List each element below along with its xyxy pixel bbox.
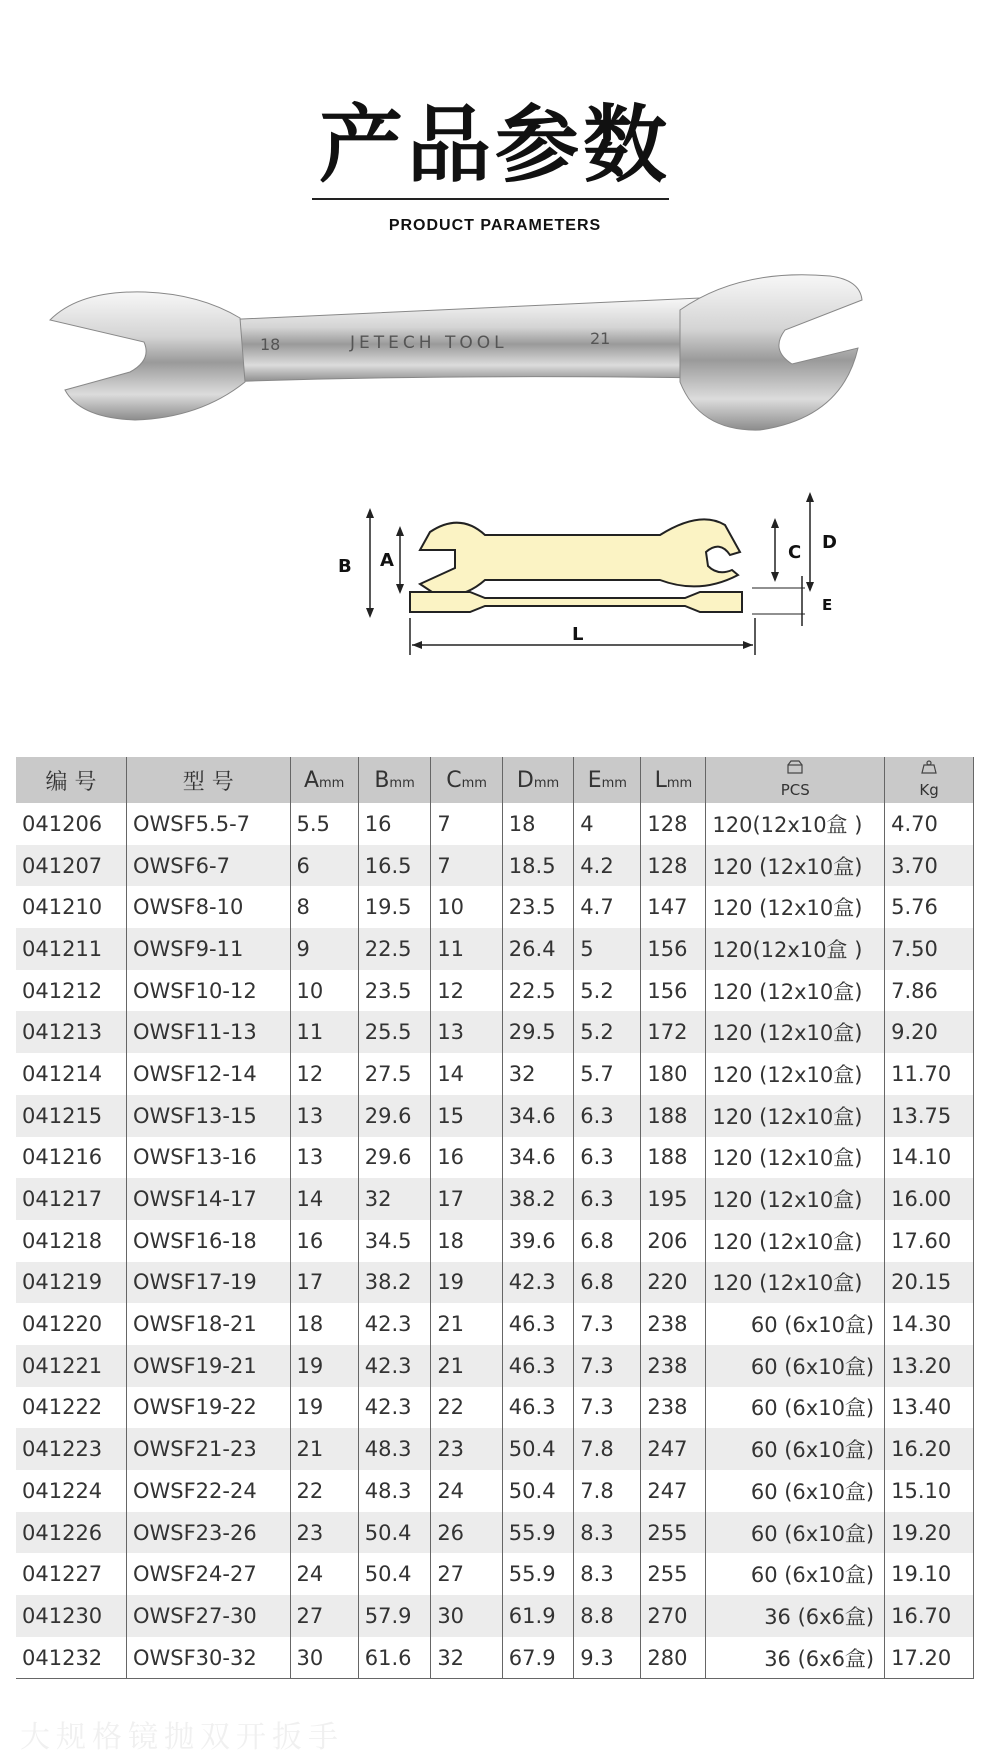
table-cell: 041223 (16, 1428, 126, 1470)
table-cell: 6.8 (574, 1262, 641, 1304)
table-cell: 041224 (16, 1470, 126, 1512)
table-cell: 206 (641, 1220, 706, 1262)
table-cell: 60 (6x10盒) (706, 1345, 885, 1387)
table-cell: 8.8 (574, 1595, 641, 1637)
table-cell: 270 (641, 1595, 706, 1637)
table-row (16, 1470, 974, 1512)
table-cell: 42.3 (358, 1345, 431, 1387)
table-cell: 15.10 (885, 1470, 974, 1512)
table-cell: 29.6 (358, 1095, 431, 1137)
table-cell: 5.76 (885, 886, 974, 928)
table-cell: 24 (431, 1470, 502, 1512)
table-cell: 188 (641, 1137, 706, 1179)
table-cell: 16 (431, 1137, 502, 1179)
table-cell: OWSF23-26 (126, 1512, 290, 1554)
box-icon (786, 760, 804, 774)
table-cell: 7 (431, 845, 502, 887)
table-cell: 3.70 (885, 845, 974, 887)
table-cell: 50.4 (502, 1470, 573, 1512)
table-cell: 147 (641, 886, 706, 928)
table-cell: 16.00 (885, 1178, 974, 1220)
table-cell: 041219 (16, 1262, 126, 1304)
table-cell: 6.3 (574, 1137, 641, 1179)
table-cell: 7.3 (574, 1345, 641, 1387)
table-cell: 128 (641, 845, 706, 887)
table-cell: 4.70 (885, 803, 974, 845)
table-cell: 14 (431, 1053, 502, 1095)
table-cell: 156 (641, 928, 706, 970)
table-cell: 247 (641, 1428, 706, 1470)
table-cell: 10 (290, 970, 358, 1012)
dimension-label-e: E (822, 596, 833, 614)
column-header-label: Kg (919, 780, 939, 799)
table-row (16, 1220, 974, 1262)
table-cell: 7.50 (885, 928, 974, 970)
table-cell: 7.3 (574, 1303, 641, 1345)
table-cell: 188 (641, 1095, 706, 1137)
table-cell: 238 (641, 1303, 706, 1345)
column-header-label: A (303, 767, 319, 793)
title-divider (312, 198, 669, 200)
table-cell: 19.20 (885, 1512, 974, 1554)
table-cell: 8.3 (574, 1512, 641, 1554)
table-cell: 4.2 (574, 845, 641, 887)
column-header-unit: mm (666, 775, 693, 791)
table-row (16, 1637, 974, 1679)
table-cell: 220 (641, 1262, 706, 1304)
table-cell: 120 (12x10盒) (706, 1095, 885, 1137)
dimension-label-a: A (380, 550, 394, 571)
table-cell: 36 (6x6盒) (706, 1595, 885, 1637)
table-row (16, 1595, 974, 1637)
table-cell: 12 (290, 1053, 358, 1095)
column-header-unit: mm (319, 775, 345, 791)
table-cell: 16.5 (358, 845, 431, 887)
column-header-unit: mm (601, 775, 627, 791)
table-cell: 041215 (16, 1095, 126, 1137)
dimension-label-b: B (338, 556, 352, 577)
table-cell: 23.5 (502, 886, 573, 928)
table-cell: OWSF17-19 (126, 1262, 290, 1304)
diagram-wrench-side (410, 592, 742, 612)
table-cell: 60 (6x10盒) (706, 1303, 885, 1345)
table-cell: 18.5 (502, 845, 573, 887)
table-cell: 11.70 (885, 1053, 974, 1095)
table-cell: 19.10 (885, 1553, 974, 1595)
table-cell: 13.20 (885, 1345, 974, 1387)
table-cell: 30 (290, 1637, 358, 1679)
table-cell: 041207 (16, 845, 126, 887)
table-cell: 5.2 (574, 1011, 641, 1053)
table-cell: 46.3 (502, 1303, 573, 1345)
engraving-brand: JETECH TOOL (350, 333, 508, 353)
page-subtitle: PRODUCT PARAMETERS (388, 217, 602, 234)
table-cell: 041227 (16, 1553, 126, 1595)
column-header (885, 757, 974, 803)
table-cell: 30 (431, 1595, 502, 1637)
table-cell: 14 (290, 1178, 358, 1220)
table-row (16, 1345, 974, 1387)
column-header-label: 型 号 (182, 769, 234, 795)
table-cell: 041230 (16, 1595, 126, 1637)
table-cell: 041210 (16, 886, 126, 928)
table-cell: 041222 (16, 1387, 126, 1429)
table-cell: 5.5 (290, 803, 358, 845)
table-cell: 19 (290, 1387, 358, 1429)
table-cell: 041211 (16, 928, 126, 970)
table-cell: 120 (12x10盒) (706, 1053, 885, 1095)
column-header (16, 757, 126, 803)
column-header-label: L (654, 767, 667, 793)
table-cell: 255 (641, 1553, 706, 1595)
table-cell: 32 (358, 1178, 431, 1220)
table-cell: 48.3 (358, 1428, 431, 1470)
table-cell: 17 (290, 1262, 358, 1304)
table-cell: 60 (6x10盒) (706, 1387, 885, 1429)
table-cell: OWSF14-17 (126, 1178, 290, 1220)
table-cell: 15 (431, 1095, 502, 1137)
table-cell: 67.9 (502, 1637, 573, 1679)
table-cell: 29.5 (502, 1011, 573, 1053)
column-header-label: D (516, 767, 534, 793)
table-cell: 46.3 (502, 1345, 573, 1387)
table-cell: 5 (574, 928, 641, 970)
table-cell: 041232 (16, 1637, 126, 1679)
table-row (16, 928, 974, 970)
weight-icon (920, 760, 938, 774)
spec-table (16, 757, 974, 1679)
table-cell: OWSF16-18 (126, 1220, 290, 1262)
table-cell: 18 (502, 803, 573, 845)
table-cell: 14.10 (885, 1137, 974, 1179)
table-cell: 120 (12x10盒) (706, 886, 885, 928)
table-row (16, 1095, 974, 1137)
table-cell: 55.9 (502, 1512, 573, 1554)
table-cell: 238 (641, 1345, 706, 1387)
table-cell: 50.4 (502, 1428, 573, 1470)
table-cell: 23 (290, 1512, 358, 1554)
table-cell: 34.6 (502, 1095, 573, 1137)
table-row (16, 886, 974, 928)
column-header-label: 编 号 (45, 769, 97, 795)
table-cell: 20.15 (885, 1262, 974, 1304)
table-cell: 5.7 (574, 1053, 641, 1095)
column-header (431, 757, 502, 803)
table-cell: 27 (290, 1595, 358, 1637)
dimension-diagram (338, 480, 940, 710)
table-cell: 50.4 (358, 1512, 431, 1554)
column-header-label: C (446, 767, 462, 793)
table-cell: 13.40 (885, 1387, 974, 1429)
table-cell: 34.5 (358, 1220, 431, 1262)
table-row (16, 1137, 974, 1179)
table-cell: 4.7 (574, 886, 641, 928)
table-cell: 13 (431, 1011, 502, 1053)
table-cell: 60 (6x10盒) (706, 1512, 885, 1554)
table-cell: OWSF5.5-7 (126, 803, 290, 845)
table-cell: 120 (12x10盒) (706, 970, 885, 1012)
table-cell: 120 (12x10盒) (706, 1262, 885, 1304)
table-cell: 6.3 (574, 1178, 641, 1220)
table-row (16, 845, 974, 887)
table-cell: 18 (290, 1303, 358, 1345)
table-cell: OWSF10-12 (126, 970, 290, 1012)
table-cell: 22.5 (358, 928, 431, 970)
table-row (16, 1053, 974, 1095)
table-cell: 041218 (16, 1220, 126, 1262)
table-cell: OWSF30-32 (126, 1637, 290, 1679)
engraving-left: 18 (260, 335, 281, 354)
table-cell: 50.4 (358, 1553, 431, 1595)
column-header-label: E (587, 767, 602, 793)
table-cell: OWSF11-13 (126, 1011, 290, 1053)
table-cell: 13 (290, 1137, 358, 1179)
table-row (16, 1512, 974, 1554)
table-cell: OWSF6-7 (126, 845, 290, 887)
table-cell: 13.75 (885, 1095, 974, 1137)
table-cell: 61.6 (358, 1637, 431, 1679)
table-cell: 38.2 (358, 1262, 431, 1304)
column-header (290, 757, 358, 803)
table-cell: 21 (290, 1428, 358, 1470)
table-cell: 26.4 (502, 928, 573, 970)
table-cell: 128 (641, 803, 706, 845)
table-cell: 22 (431, 1387, 502, 1429)
table-cell: 19 (431, 1262, 502, 1304)
table-cell: 255 (641, 1512, 706, 1554)
table-cell: 11 (431, 928, 502, 970)
table-cell: 61.9 (502, 1595, 573, 1637)
table-cell: OWSF27-30 (126, 1595, 290, 1637)
dimension-label-c: C (788, 542, 802, 563)
table-cell: 6.8 (574, 1220, 641, 1262)
table-cell: 46.3 (502, 1387, 573, 1429)
column-header-label: PCS (780, 780, 810, 799)
table-cell: 60 (6x10盒) (706, 1428, 885, 1470)
table-cell: 120 (12x10盒) (706, 845, 885, 887)
table-cell: 19.5 (358, 886, 431, 928)
table-cell: 9.3 (574, 1637, 641, 1679)
table-row (16, 1011, 974, 1053)
wrench-photo (40, 270, 950, 450)
table-cell: OWSF19-21 (126, 1345, 290, 1387)
page-title: 产品参数 (318, 96, 671, 194)
table-cell: 156 (641, 970, 706, 1012)
table-cell: 120 (12x10盒) (706, 1011, 885, 1053)
table-cell: 120 (12x10盒) (706, 1220, 885, 1262)
table-cell: 11 (290, 1011, 358, 1053)
table-cell: 041217 (16, 1178, 126, 1220)
table-cell: 18 (431, 1220, 502, 1262)
table-cell: 195 (641, 1178, 706, 1220)
table-cell: 22 (290, 1470, 358, 1512)
table-cell: 238 (641, 1387, 706, 1429)
table-cell: 10 (431, 886, 502, 928)
table-cell: 8.3 (574, 1553, 641, 1595)
table-cell: 42.3 (358, 1387, 431, 1429)
table-cell: 041212 (16, 970, 126, 1012)
table-cell: 17.20 (885, 1637, 974, 1679)
table-cell: 8 (290, 886, 358, 928)
column-header (358, 757, 431, 803)
table-row (16, 970, 974, 1012)
table-cell: 041221 (16, 1345, 126, 1387)
table-cell: 16 (358, 803, 431, 845)
table-cell: OWSF9-11 (126, 928, 290, 970)
table-cell: 172 (641, 1011, 706, 1053)
table-cell: 17 (431, 1178, 502, 1220)
table-cell: OWSF13-15 (126, 1095, 290, 1137)
table-cell: OWSF21-23 (126, 1428, 290, 1470)
table-cell: 60 (6x10盒) (706, 1553, 885, 1595)
table-cell: 7.8 (574, 1470, 641, 1512)
table-cell: 180 (641, 1053, 706, 1095)
table-cell: 36 (6x6盒) (706, 1637, 885, 1679)
table-cell: 247 (641, 1470, 706, 1512)
table-cell: 39.6 (502, 1220, 573, 1262)
table-cell: 120 (12x10盒) (706, 1178, 885, 1220)
table-header-row (16, 757, 974, 803)
table-cell: OWSF22-24 (126, 1470, 290, 1512)
table-cell: 12 (431, 970, 502, 1012)
table-row (16, 803, 974, 845)
dimension-label-d: D (822, 532, 837, 553)
table-cell: 041213 (16, 1011, 126, 1053)
table-cell: 42.3 (358, 1303, 431, 1345)
engraving-right: 21 (590, 329, 611, 348)
table-cell: 16.20 (885, 1428, 974, 1470)
table-cell: 32 (502, 1053, 573, 1095)
column-header (126, 757, 290, 803)
column-header-unit: mm (389, 775, 415, 791)
table-cell: 38.2 (502, 1178, 573, 1220)
table-row (16, 1178, 974, 1220)
table-cell: 7.3 (574, 1387, 641, 1429)
table-cell: 6.3 (574, 1095, 641, 1137)
table-cell: 22.5 (502, 970, 573, 1012)
table-row (16, 1303, 974, 1345)
table-cell: 9.20 (885, 1011, 974, 1053)
table-cell: 19 (290, 1345, 358, 1387)
table-cell: 55.9 (502, 1553, 573, 1595)
table-cell: 120(12x10盒 ) (706, 928, 885, 970)
column-header (502, 757, 573, 803)
table-cell: 16 (290, 1220, 358, 1262)
table-cell: 21 (431, 1345, 502, 1387)
table-cell: 21 (431, 1303, 502, 1345)
table-cell: 14.30 (885, 1303, 974, 1345)
table-cell: OWSF18-21 (126, 1303, 290, 1345)
table-cell: 60 (6x10盒) (706, 1470, 885, 1512)
table-cell: 041216 (16, 1137, 126, 1179)
table-cell: 16.70 (885, 1595, 974, 1637)
table-row (16, 1428, 974, 1470)
table-cell: 041226 (16, 1512, 126, 1554)
table-cell: 13 (290, 1095, 358, 1137)
table-cell: 9 (290, 928, 358, 970)
table-cell: 23 (431, 1428, 502, 1470)
table-cell: OWSF19-22 (126, 1387, 290, 1429)
dimension-label-l: L (572, 624, 584, 645)
table-row (16, 1553, 974, 1595)
table-cell: 29.6 (358, 1137, 431, 1179)
table-cell: OWSF13-16 (126, 1137, 290, 1179)
table-cell: 48.3 (358, 1470, 431, 1512)
table-cell: 6 (290, 845, 358, 887)
table-cell: 17.60 (885, 1220, 974, 1262)
table-cell: 27 (431, 1553, 502, 1595)
table-cell: 041214 (16, 1053, 126, 1095)
column-header-unit: mm (533, 775, 560, 791)
column-header-unit: mm (461, 775, 487, 791)
table-cell: 280 (641, 1637, 706, 1679)
column-header (641, 757, 706, 803)
column-header (574, 757, 641, 803)
table-cell: 57.9 (358, 1595, 431, 1637)
table-cell: 120 (12x10盒) (706, 1137, 885, 1179)
table-cell: 26 (431, 1512, 502, 1554)
table-cell: 34.6 (502, 1137, 573, 1179)
column-header-label: B (374, 767, 390, 793)
table-cell: OWSF12-14 (126, 1053, 290, 1095)
table-cell: 7 (431, 803, 502, 845)
table-cell: 25.5 (358, 1011, 431, 1053)
table-cell: 7.8 (574, 1428, 641, 1470)
diagram-wrench-top (420, 519, 740, 595)
table-cell: OWSF8-10 (126, 886, 290, 928)
footer-watermark: 大规格镜抛双开扳手 (20, 1720, 344, 1755)
table-cell: 7.86 (885, 970, 974, 1012)
table-row (16, 1387, 974, 1429)
column-header (706, 757, 885, 803)
table-cell: 23.5 (358, 970, 431, 1012)
table-cell: 42.3 (502, 1262, 573, 1304)
table-cell: 27.5 (358, 1053, 431, 1095)
table-cell: 32 (431, 1637, 502, 1679)
table-cell: 5.2 (574, 970, 641, 1012)
table-cell: 041206 (16, 803, 126, 845)
table-cell: 120(12x10盒 ) (706, 803, 885, 845)
table-cell: 4 (574, 803, 641, 845)
table-cell: OWSF24-27 (126, 1553, 290, 1595)
table-cell: 041220 (16, 1303, 126, 1345)
table-row (16, 1262, 974, 1304)
table-cell: 24 (290, 1553, 358, 1595)
